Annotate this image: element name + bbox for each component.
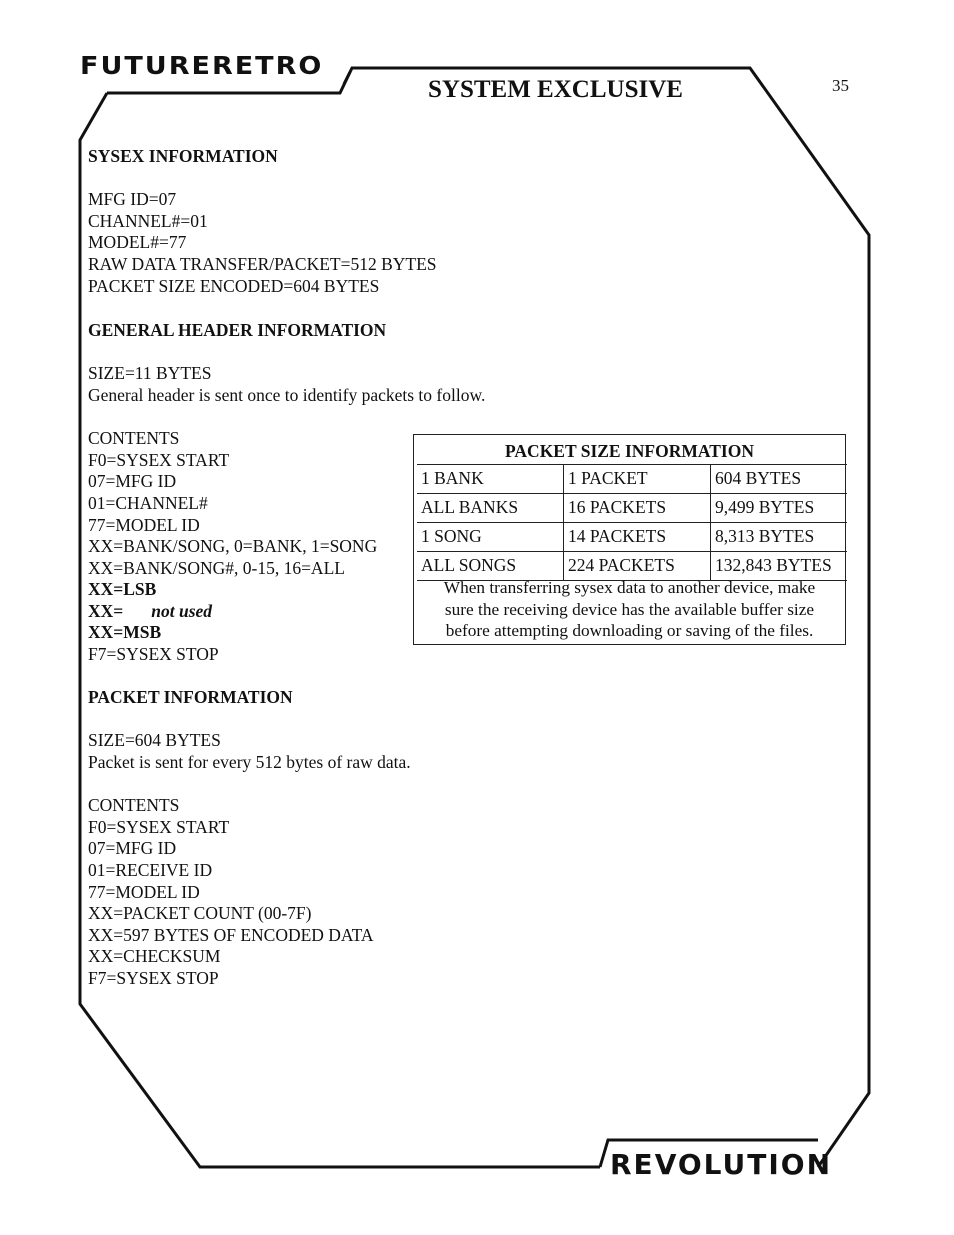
packet-size-info-box [413,434,846,645]
packet-content-line: 77=MODEL ID [88,881,200,902]
section-heading-sysex: SYSEX INFORMATION [88,146,278,166]
table-row [417,465,847,494]
sysex-line: RAW DATA TRANSFER/PACKET=512 BYTES [88,253,437,274]
general-header-content-line: 07=MFG ID [88,471,177,492]
sysex-line: PACKET SIZE ENCODED=604 BYTES [88,275,380,296]
packet-content-line: 07=MFG ID [88,838,177,859]
packet-description: Packet is sent for every 512 bytes of raw data. [88,752,411,773]
general-header-stop: F7=SYSEX STOP [88,644,219,665]
table-cell: 8,313 BYTES [711,523,848,552]
sysex-line: MFG ID=07 [88,189,177,210]
unused-prefix: XX= [88,600,124,621]
section-heading-packet: PACKET INFORMATION [88,687,293,708]
section-heading-general-header: GENERAL HEADER INFORMATION [88,320,387,341]
packet-contents-label: CONTENTS [88,795,180,816]
note-line: When transferring sysex data to another device, make [443,578,816,597]
table-cell: 16 PACKETS [564,494,711,523]
packet-content-line: XX=PACKET COUNT (00-7F) [88,903,312,924]
table-cell: 604 BYTES [711,465,848,494]
futureretro-logo: FUTURERETRO [80,52,324,81]
note-line: before attempting downloading or saving of the files. [445,621,814,641]
table-cell: 224 PACKETS [564,552,711,581]
general-header-msb: XX=MSB [88,622,162,643]
revolution-logo: REVOLUTION [610,1148,833,1181]
general-header-description: General header is sent once to identify packets to follow. [88,384,486,405]
sysex-line: MODEL#=77 [88,232,187,253]
packet-size-table-title: PACKET SIZE INFORMATION [505,441,754,461]
packet-content-line: F0=SYSEX START [88,816,230,837]
table-cell: ALL SONGS [417,552,564,581]
packet-size: SIZE=604 BYTES [88,730,221,751]
buffer-size-note [414,577,845,642]
table-row [417,523,847,552]
note-line: sure the receiving device has the available buffer size [444,599,815,619]
general-header-content-line: 01=CHANNEL# [88,492,208,513]
table-cell: ALL BANKS [417,494,564,523]
table-cell: 9,499 BYTES [711,494,848,523]
packet-content-line: XX=597 BYTES OF ENCODED DATA [88,924,374,945]
general-header-size: SIZE=11 BYTES [88,363,212,384]
packet-content-line: F7=SYSEX STOP [88,967,219,988]
general-header-content-line: XX=BANK/SONG, 0=BANK, 1=SONG [88,536,378,557]
packet-content-line: 01=RECEIVE ID [88,860,213,880]
table-cell: 1 PACKET [564,465,711,494]
packet-content-line: XX=CHECKSUM [88,946,221,967]
table-cell: 1 SONG [417,523,564,552]
table-cell: 14 PACKETS [564,523,711,552]
unused-note: not used [151,600,213,621]
general-header-content-line: XX=BANK/SONG#, 0-15, 16=ALL [88,557,345,578]
table-row [417,494,847,523]
table-cell: 1 BANK [417,465,564,494]
sysex-line: CHANNEL#=01 [88,210,208,231]
general-header-lsb: XX=LSB [88,579,157,600]
general-header-contents-label: CONTENTS [88,428,180,449]
page-title: SYSTEM EXCLUSIVE [428,76,683,103]
page-number: 35 [832,76,849,95]
packet-size-table [417,464,847,581]
table-cell: 132,843 BYTES [711,552,848,581]
general-header-content-line: 77=MODEL ID [88,514,200,535]
general-header-content-line: F0=SYSEX START [88,449,230,470]
